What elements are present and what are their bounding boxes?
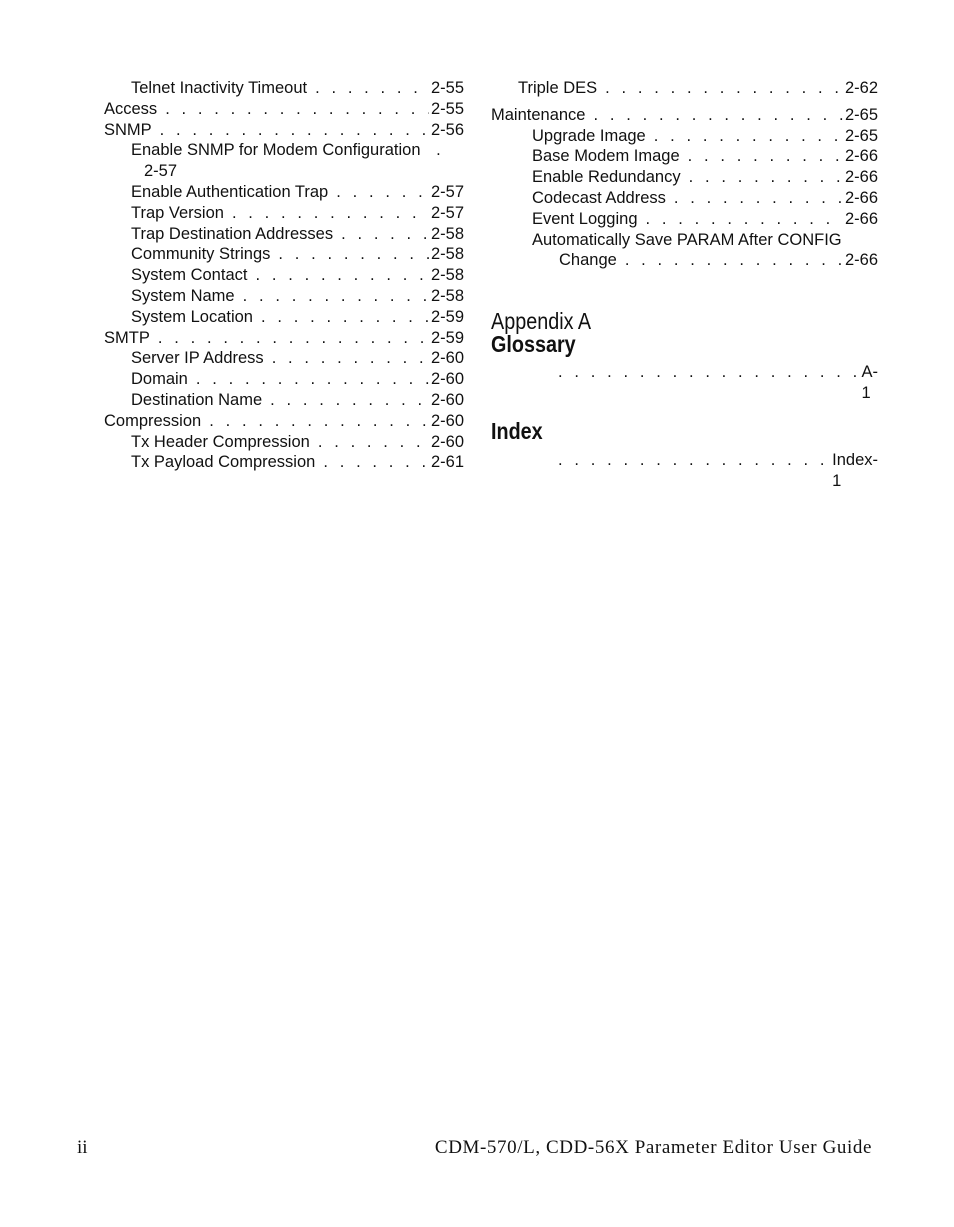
dot-leader (201, 411, 429, 432)
dot-leader (333, 224, 429, 245)
toc-entry-page: 2-59 (430, 328, 464, 347)
dot-leader (617, 250, 843, 271)
toc-entry-title: SMTP (104, 328, 150, 347)
toc-entry[interactable] (491, 78, 878, 99)
index-page-line[interactable] (558, 450, 878, 492)
toc-entry[interactable] (491, 167, 878, 188)
toc-entry[interactable] (104, 182, 464, 203)
dot-leader (253, 307, 429, 328)
toc-entry[interactable] (104, 203, 464, 224)
footer-page-number: ii (77, 1137, 88, 1158)
toc-entry-page: 2-66 (844, 147, 878, 166)
toc-entry-title: Destination Name (131, 390, 263, 409)
toc-entry-title: Automatically Save PARAM After CONFIG (532, 230, 842, 249)
toc-entry-title: Community Strings (131, 245, 271, 264)
toc-entry-page: 2-57 (144, 162, 178, 181)
toc-entry-page: 2-66 (844, 168, 878, 187)
dot-leader (152, 120, 429, 141)
glossary-page: A-1 (861, 363, 878, 402)
appendix-title: Glossary (491, 331, 576, 357)
toc-entry-page: 2-58 (430, 224, 464, 243)
toc-entry-title: Enable Authentication Trap (131, 182, 329, 201)
toc-entry-page: 2-65 (844, 105, 878, 124)
toc-entry-title: Compression (104, 411, 202, 430)
toc-entry-page: 2-66 (844, 209, 878, 228)
toc-entry-page: 2-57 (430, 203, 464, 222)
toc-entry-page: 2-60 (430, 411, 464, 430)
toc-entry-page: 2-60 (430, 349, 464, 368)
dot-leader (558, 362, 862, 383)
dot-leader (310, 432, 429, 453)
toc-entry[interactable] (104, 348, 464, 369)
toc-entry-title: Triple DES (518, 79, 598, 97)
toc-entry-page: 2-60 (430, 390, 464, 409)
toc-entry-title: Maintenance (491, 105, 586, 124)
toc-entry[interactable] (491, 230, 878, 251)
toc-entry-title: Trap Version (131, 203, 224, 222)
toc-entry-title: Event Logging (532, 209, 638, 228)
toc-entry-page: 2-55 (430, 79, 464, 97)
toc-entry-page: 2-66 (844, 188, 878, 207)
toc-right-column (491, 78, 878, 271)
toc-entry-page-line (104, 161, 464, 182)
toc-entry-title: SNMP (104, 120, 152, 139)
toc-entry[interactable] (104, 411, 464, 432)
index-title: Index (491, 418, 543, 444)
toc-entry[interactable] (104, 307, 464, 328)
toc-entry-page: 2-58 (430, 266, 464, 285)
dot-leader (585, 105, 842, 126)
dot-leader (638, 209, 843, 230)
dot-leader (157, 99, 429, 120)
toc-entry-title: Tx Header Compression (131, 432, 310, 451)
dot-leader (597, 78, 843, 99)
dot-leader (224, 203, 429, 224)
toc-entry[interactable] (104, 99, 464, 120)
dot-leader (680, 146, 843, 167)
toc-entry-page: 2-58 (430, 286, 464, 305)
dot-leader (264, 348, 429, 369)
toc-entry[interactable] (104, 265, 464, 286)
toc-entry[interactable] (491, 209, 878, 230)
toc-entry-title: Upgrade Image (532, 126, 646, 145)
dot-leader (150, 328, 429, 349)
toc-entry[interactable] (491, 126, 878, 147)
toc-entry[interactable] (104, 120, 464, 141)
toc-entry-title: System Name (131, 286, 235, 305)
toc-entry-title: Base Modem Image (532, 147, 680, 166)
toc-entry-title: Enable Redundancy (532, 168, 681, 187)
toc-entry-title: Telnet Inactivity Timeout (131, 79, 308, 97)
appendix-label: Appendix A (491, 308, 592, 334)
toc-entry[interactable] (491, 146, 878, 167)
dot-leader (666, 188, 843, 209)
dot-leader (247, 265, 429, 286)
toc-entry-title: Access (104, 99, 158, 118)
toc-entry-page: 2-62 (844, 79, 878, 97)
dot-leader (235, 286, 429, 307)
toc-entry[interactable] (491, 188, 878, 209)
toc-entry-title: Tx Payload Compression (131, 453, 316, 472)
toc-entry-title: Change (559, 251, 617, 270)
footer-guide-title: CDM-570/L, CDD-56X Parameter Editor User Guide (434, 1137, 872, 1158)
toc-entry-page: 2-65 (844, 126, 878, 145)
dot-leader (328, 182, 429, 203)
toc-entry[interactable] (104, 390, 464, 411)
dot-leader (315, 452, 429, 473)
toc-entry-continuation[interactable] (491, 250, 878, 271)
toc-entry-title: Codecast Address (532, 188, 666, 207)
toc-entry-page: 2-56 (430, 120, 464, 139)
dot-leader (646, 126, 843, 147)
dot-leader (558, 450, 832, 471)
toc-entry-title: System Location (131, 307, 253, 326)
toc-entry-title: Domain (131, 370, 188, 389)
toc-entry[interactable] (104, 140, 464, 161)
dot-leader (188, 369, 429, 390)
toc-entry-page: 2-59 (430, 307, 464, 326)
index-page: Index-1 (832, 451, 878, 490)
toc-entry[interactable] (491, 105, 878, 126)
toc-entry[interactable] (104, 244, 464, 265)
toc-entry-page: 2-60 (430, 370, 464, 389)
toc-entry-title: Server IP Address (131, 349, 264, 368)
toc-entry[interactable] (104, 452, 464, 473)
toc-entry[interactable] (104, 328, 464, 349)
toc-entry-page: 2-58 (430, 245, 464, 264)
toc-entry-page: 2-60 (430, 432, 464, 451)
toc-entry[interactable] (104, 224, 464, 245)
glossary-page-line[interactable] (558, 362, 878, 404)
toc-entry-page: 2-55 (430, 99, 464, 118)
toc-entry[interactable] (104, 286, 464, 307)
dot-leader (681, 167, 843, 188)
toc-entry-page: 2-57 (430, 182, 464, 201)
dot-leader (262, 390, 429, 411)
toc-entry-page: 2-61 (430, 453, 464, 472)
toc-entry-page: 2-66 (844, 251, 878, 270)
toc-entry[interactable] (104, 78, 464, 99)
toc-entry[interactable] (104, 369, 464, 390)
dot-leader: . (428, 141, 444, 160)
toc-entry-title: System Contact (131, 266, 248, 285)
toc-left-column (104, 78, 464, 473)
toc-entry-title: Enable SNMP for Modem Configuration (131, 141, 421, 160)
dot-leader (307, 78, 429, 99)
dot-leader (270, 244, 429, 265)
toc-entry[interactable] (104, 432, 464, 453)
toc-entry-title: Trap Destination Addresses (131, 224, 334, 243)
